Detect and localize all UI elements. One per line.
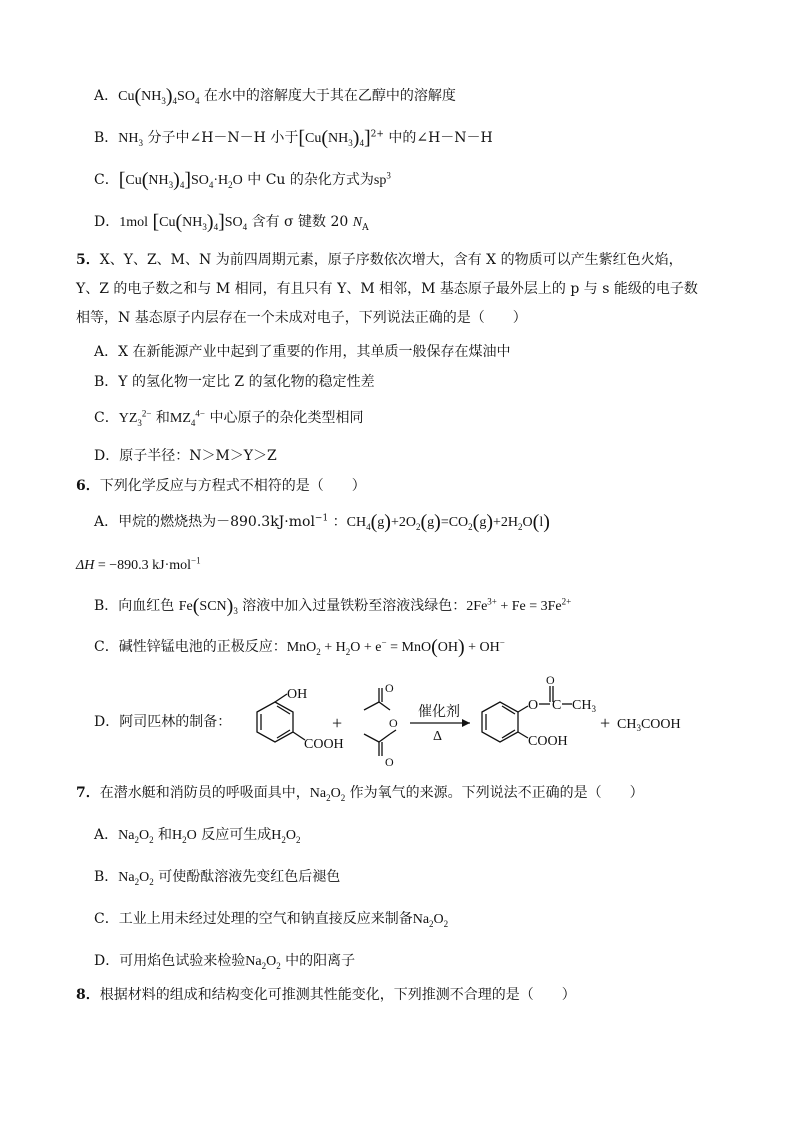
q5-option-c: C．$YZ_3^{2-}$ 和$MZ_4^{4-}$ 中心原子的杂化类型相同: [94, 408, 364, 428]
svg-text:O: O: [385, 755, 394, 769]
q4-option-b: B．$NH_3$ 分子中∠H－N－H 小于$[Cu(NH_3)_4]^{2+}$ 中的∠H－N－H: [94, 127, 493, 149]
q6-option-a: A．甲烷的燃烧热为－890.3kJ·mol$^{-1}$ ：$CH_4(g)+2O_2(g)=CO_2(g)+2H_2O(l)$: [94, 511, 550, 533]
q7-option-b: B．$Na_2O_2$ 可使酚酞溶液先变红色后褪色: [94, 869, 341, 887]
q8-stem: 8．根据材料的组成和结构变化可推测其性能变化，下列推测不合理的是（ ）: [76, 987, 576, 1003]
catalyst-label: 催化剂: [418, 705, 460, 720]
q7-option-c: C．工业上用未经过处理的空气和钠直接反应来制备$Na_2O_2$: [94, 911, 449, 929]
q5-option-b: B．Y 的氢化物一定比 Z 的氢化物的稳定性差: [94, 374, 375, 390]
svg-text:CH3COOH: $CH_3COOH$: [617, 717, 681, 733]
q4-option-d: D．1mol $[Cu(NH_3)_4]SO_4$ 含有 σ 键数 20 $N_A$: [94, 211, 369, 233]
svg-text:O: O: [385, 681, 394, 695]
q6-option-a-enthalpy: ΔH = −890.3 kJ·mol$^{-1}$: [76, 555, 201, 573]
q7-option-a: A．$Na_2O_2$ 和$H_2O$ 反应可生成$H_2O_2$: [94, 827, 301, 845]
heat-label: Δ: [433, 729, 443, 744]
q5-stem-line1: 5．X、Y、Z、M、N 为前四周期元素，原子序数依次增大，含有 X 的物质可以产生紫红色火焰，: [76, 252, 683, 268]
svg-text:+: +: [600, 713, 611, 733]
q6-option-b: B．向血红色 $Fe(SCN)_3$ 溶液中加入过量铁粉至溶液浅绿色：$2Fe^{3+} + Fe = 3Fe^{2+}$: [94, 595, 572, 617]
q5-option-a: A．X 在新能源产业中起到了重要的作用，其单质一般保存在煤油中: [94, 344, 511, 360]
q5-stem-line3: 相等，N 基态原子内层存在一个未成对电子，下列说法正确的是（ ）: [76, 310, 527, 326]
q7-option-d: D．可用焰色试验来检验$Na_2O_2$ 中的阳离子: [94, 953, 356, 971]
svg-text:C: C: [552, 698, 562, 713]
q6-stem: 6．下列化学反应与方程式不相符的是（ ）: [76, 478, 366, 494]
svg-text:+: +: [332, 713, 343, 733]
q5-stem-line2: Y、Z 的电子数之和与 M 相同，有且只有 Y、M 相邻，M 基态原子最外层上的 p 与 s 能级的电子数: [76, 281, 698, 297]
svg-text:CH3: $CH_3$: [572, 698, 596, 714]
q7-stem: 7．在潜水艇和消防员的呼吸面具中，$Na_2O_2$ 作为氧气的来源。下列说法不正确的是（ ）: [76, 785, 644, 803]
svg-text:O: O: [389, 716, 398, 730]
q6-option-d-label: D．阿司匹林的制备：: [94, 714, 232, 730]
q4-option-c: C．$[Cu(NH_3)_4]SO_4\cdot H_2O$ 中 Cu 的杂化方式为$sp^3$: [94, 169, 391, 191]
q6-option-c: C．碱性锌锰电池的正极反应：$MnO_2 + H_2O + e^- = MnO(OH) + OH^-$: [94, 636, 505, 658]
svg-text:COOH: COOH: [304, 737, 344, 752]
svg-text:COOH: COOH: [528, 734, 568, 749]
q5-option-d: D．原子半径：N＞M＞Y＞Z: [94, 448, 277, 464]
svg-text:OH: OH: [287, 687, 308, 702]
aspirin-reaction-diagram: [232, 672, 692, 772]
svg-text:O: O: [528, 698, 539, 713]
svg-text:O: O: [546, 673, 555, 687]
q4-option-a: A．$Cu(NH_3)_4SO_4$ 在水中的溶解度大于其在乙醇中的溶解度: [94, 85, 456, 107]
